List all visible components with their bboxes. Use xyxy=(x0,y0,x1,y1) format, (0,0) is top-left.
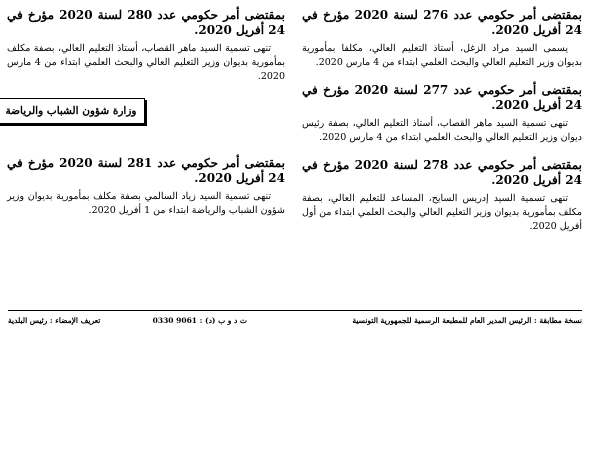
decree-entry xyxy=(7,8,285,84)
footer-divider xyxy=(8,310,582,311)
decree-heading: بمقتضى أمر حكومي عدد 278 لسنة 2020 مؤرخ في 24 أفريل 2020. xyxy=(302,158,582,187)
decree-heading: بمقتضى أمر حكومي عدد 281 لسنة 2020 مؤرخ في 24 أفريل 2020. xyxy=(7,156,285,185)
decree-entry xyxy=(302,8,582,70)
decree-body: تنهى تسمية السيد ماهر القصاب، أستاذ التعليم العالي، بصفة مكلف بمأمورية بديوان وزير التعليم العالي والبحث العلمي ابتداء من 4 مارس 2020. xyxy=(7,43,286,82)
footer-phone: ت د و ب (د) : 9061 0330 xyxy=(152,316,247,325)
decree-heading: بمقتضى أمر حكومي عدد 277 لسنة 2020 مؤرخ في 24 أفريل 2020. xyxy=(302,83,582,112)
left-column xyxy=(7,8,285,231)
ministry-section xyxy=(7,98,285,156)
decree-body: تنهى تسمية السيد إدريس السايح، المساعد للتعليم العالي، بصفة مكلف بمأمورية بديوان وزير التعليم العالي والبحث العلمي ابتداء من أول أفريل 2020. xyxy=(302,193,582,232)
decree-heading: بمقتضى أمر حكومي عدد 276 لسنة 2020 مؤرخ في 24 أفريل 2020. xyxy=(302,8,582,37)
decree-body: تنهى تسمية السيد ماهر القصاب، أستاذ التعليم العالي، بصفة رئيس ديوان وزير التعليم العالي والبحث العلمي ابتداء من 4 مارس 2020. xyxy=(302,118,582,143)
decree-entry xyxy=(302,158,582,234)
right-column xyxy=(302,8,582,247)
footer-certification: نسخة مطابقة : الرئيس المدير العام للمطبعة الرسمية للجمهورية التونسية xyxy=(352,316,582,325)
decree-body: يسمى السيد مراد الزغل، أستاذ التعليم العالي، مكلفا بمأمورية بديوان وزير التعليم العالي والبحث العلمي ابتداء من 4 مارس 2020. xyxy=(302,43,582,68)
footer-signature: تعريف الإمضاء : رئيس البلدية xyxy=(8,316,101,325)
decree-entry xyxy=(7,156,285,218)
decree-body: تنهى تسمية السيد زياد السالمي بصفة مكلف بمأمورية بديوان وزير شؤون الشباب والرياضة ابتداء من 1 أفريل 2020. xyxy=(7,191,285,216)
ministry-title-box: وزارة شؤون الشباب والرياضة xyxy=(0,98,145,124)
decree-entry xyxy=(302,83,582,145)
decree-heading: بمقتضى أمر حكومي عدد 280 لسنة 2020 مؤرخ في 24 أفريل 2020. xyxy=(7,8,285,37)
